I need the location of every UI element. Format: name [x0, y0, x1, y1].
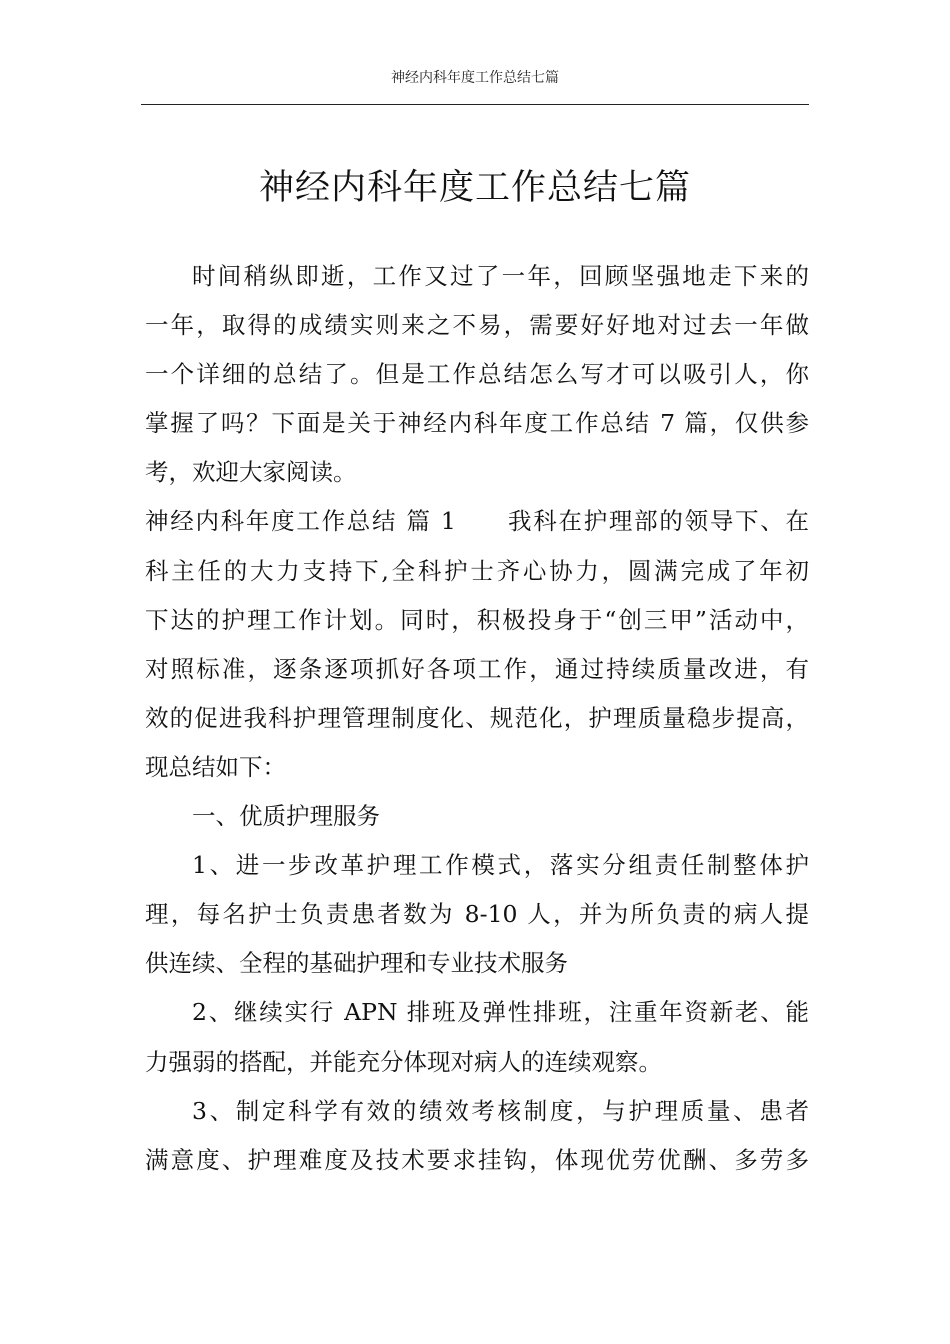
body-line: 供连续、全程的基础护理和专业技术服务: [145, 949, 568, 978]
body-line: 掌握了吗？下面是关于神经内科年度工作总结 7 篇，仅供参: [145, 409, 809, 438]
body-line: 力强弱的搭配，并能充分体现对病人的连续观察。: [145, 1047, 662, 1076]
body-line: 一个详细的总结了。但是工作总结怎么写才可以吸引人，你: [145, 360, 809, 389]
document-title: 神经内科年度工作总结七篇: [258, 168, 691, 208]
body-line: 科主任的大力支持下,全科护士齐心协力，圆满完成了年初: [145, 556, 809, 585]
body-line: 一年，取得的成绩实则来之不易，需要好好地对过去一年做: [145, 311, 809, 340]
body-line: 2、继续实行 APN 排班及弹性排班，注重年资新老、能: [192, 998, 809, 1027]
body-line: 效的促进我科护理管理制度化、规范化，护理质量稳步提高，: [145, 703, 809, 732]
body-line: 3、制定科学有效的绩效考核制度，与护理质量、患者: [192, 1096, 809, 1125]
body-line: 理，每名护士负责患者数为 8-10 人，并为所负责的病人提: [145, 900, 809, 929]
body-line: 考，欢迎大家阅读。: [145, 458, 357, 487]
body-line: 1、进一步改革护理工作模式，落实分组责任制整体护: [192, 851, 809, 880]
header-rule: [141, 104, 809, 105]
body-line: 现总结如下：: [145, 752, 286, 781]
body-line: 一、优质护理服务: [192, 802, 380, 831]
body-line: 神经内科年度工作总结 篇 1 我科在护理部的领导下、在: [145, 507, 809, 536]
body-line: 满意度、护理难度及技术要求挂钩，体现优劳优酬、多劳多: [145, 1145, 809, 1174]
body-line: 时间稍纵即逝，工作又过了一年，回顾坚强地走下来的: [192, 262, 809, 290]
body-line: 下达的护理工作计划。同时，积极投身于“创三甲”活动中，: [145, 605, 809, 634]
document-body: [145, 252, 809, 1185]
body-line: 对照标准，逐条逐项抓好各项工作，通过持续质量改进，有: [145, 654, 809, 683]
running-header: 神经内科年度工作总结七篇: [391, 70, 559, 86]
